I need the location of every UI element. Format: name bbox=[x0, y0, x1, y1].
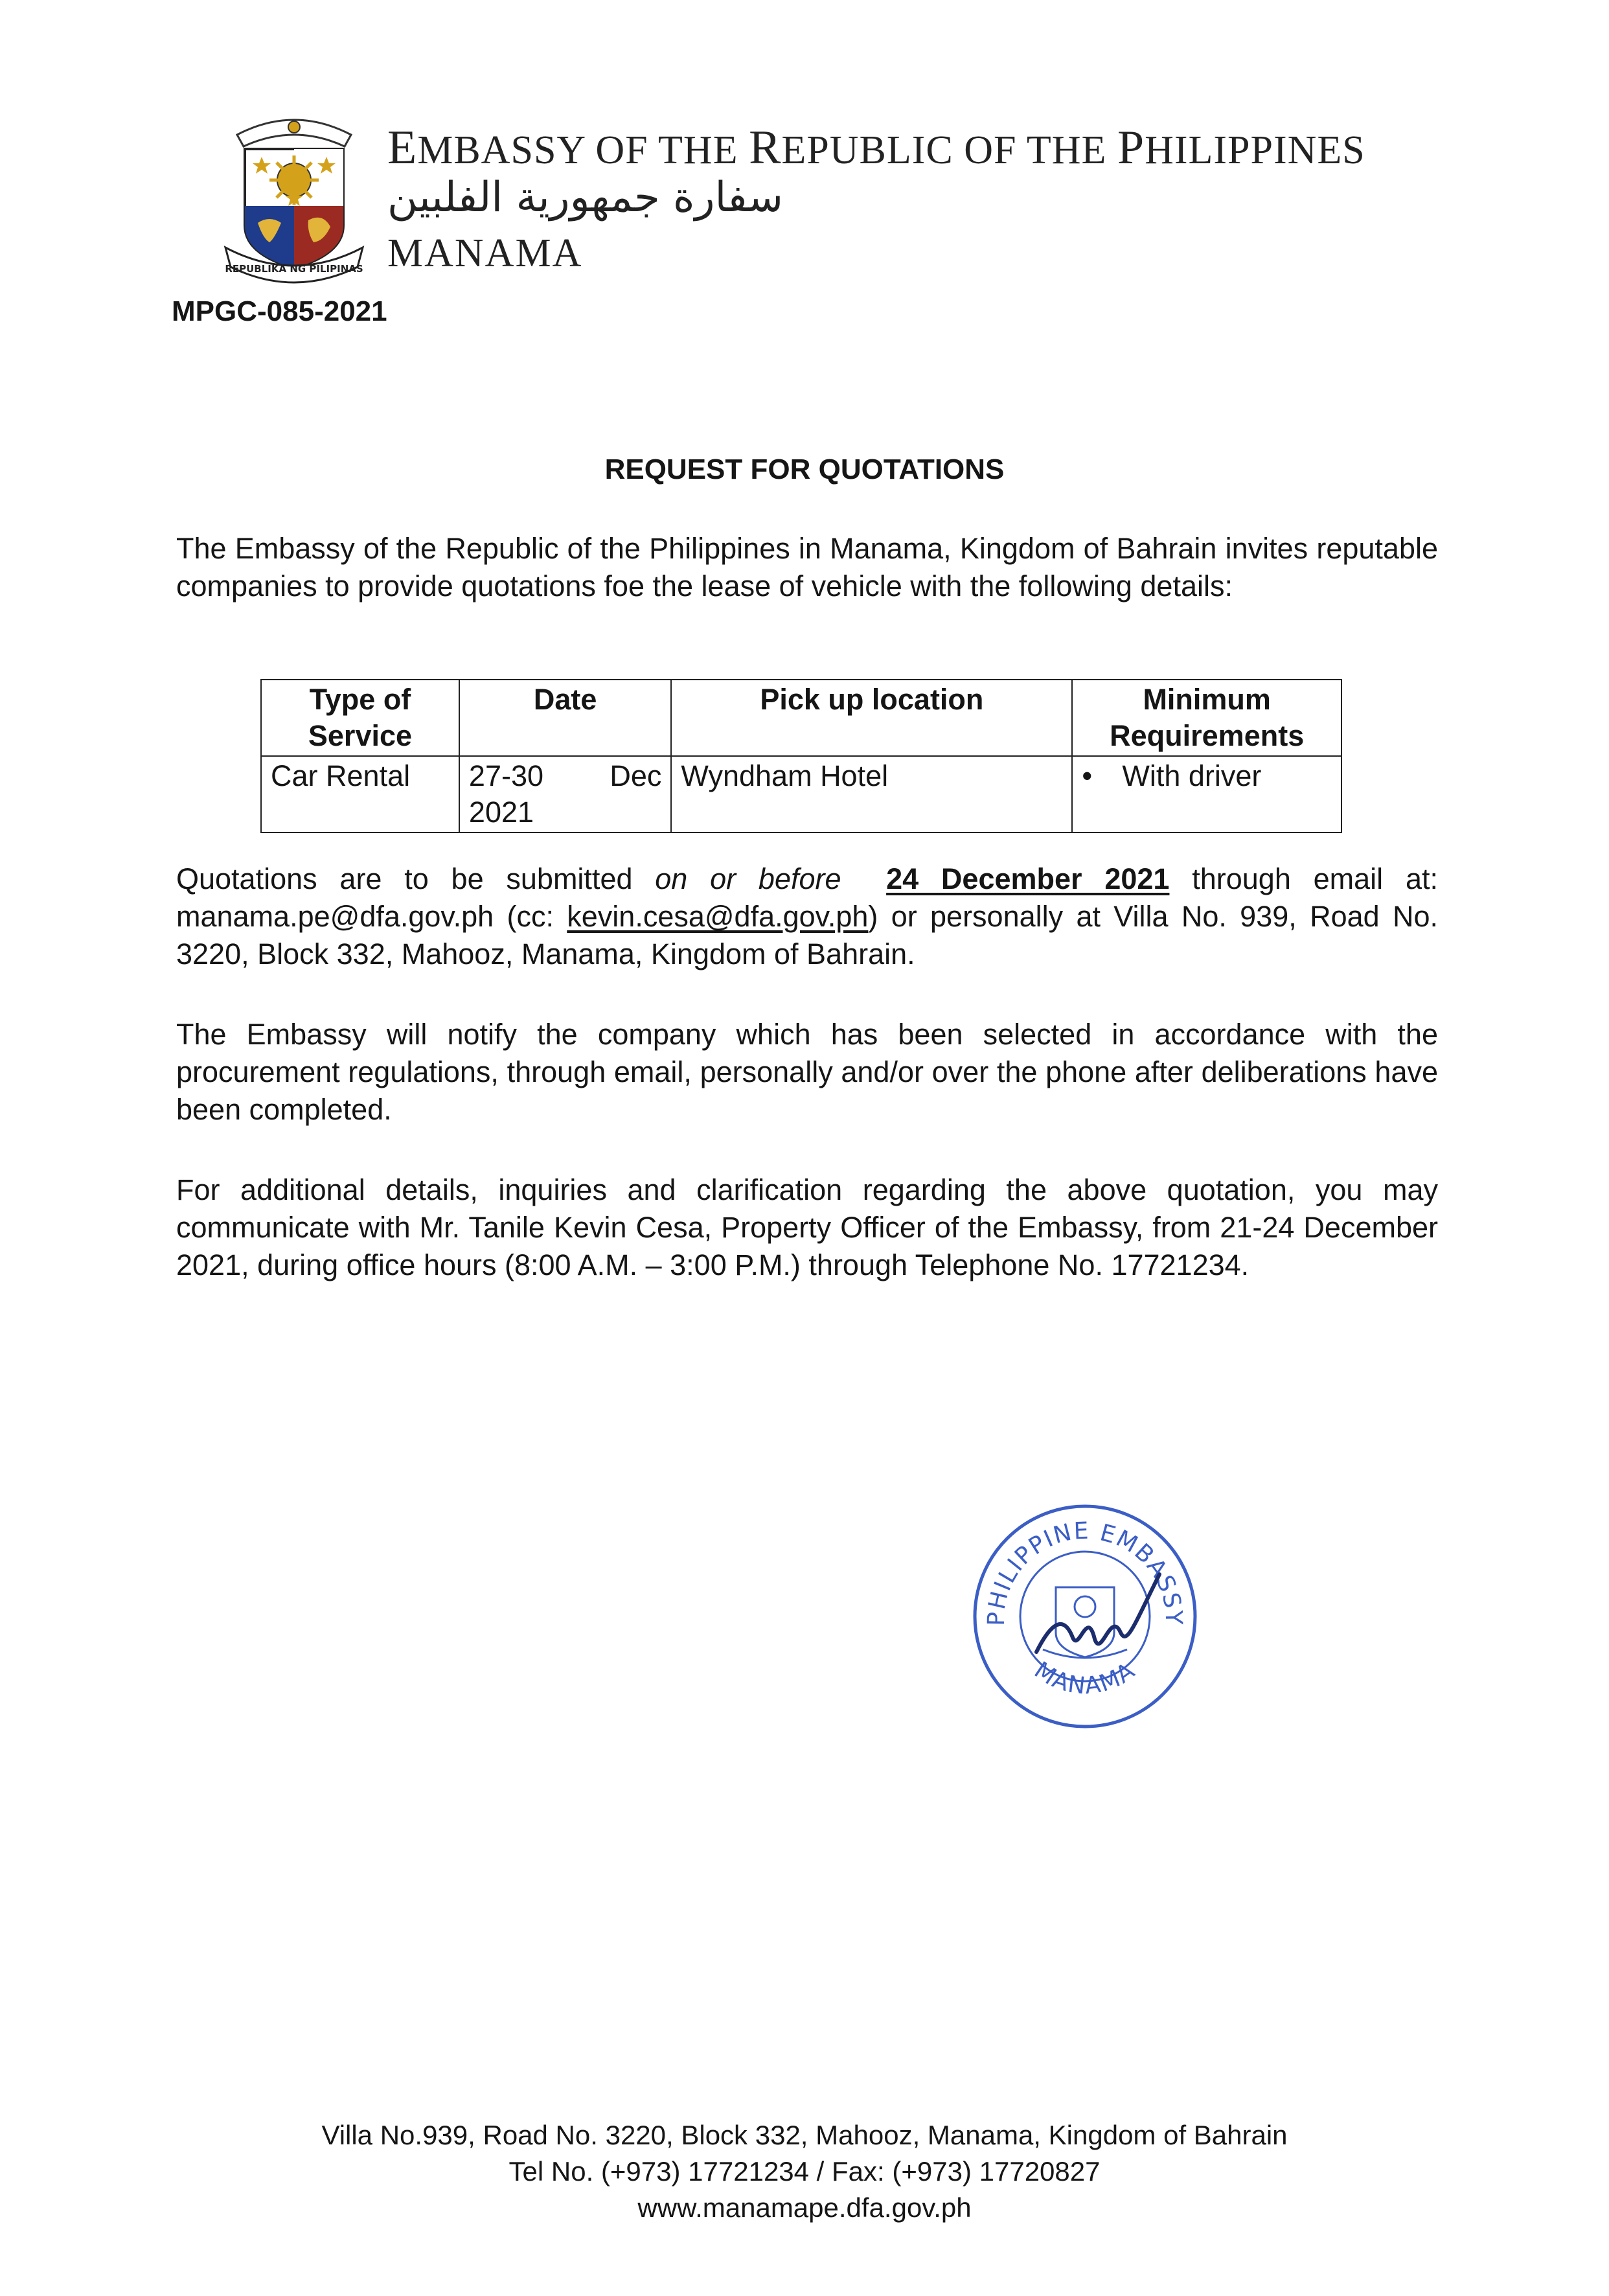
svg-text:REPUBLIKA NG PILIPINAS: REPUBLIKA NG PILIPINAS bbox=[225, 263, 363, 275]
table-header-row bbox=[261, 680, 1341, 756]
bullet-icon: • bbox=[1082, 759, 1093, 792]
header-minimum-requirements: Minimum Requirements bbox=[1072, 680, 1341, 756]
requirement-text: With driver bbox=[1122, 759, 1262, 792]
header-date: Date bbox=[459, 680, 671, 756]
date-year: 2021 bbox=[468, 796, 534, 829]
intro-paragraph: The Embassy of the Republic of the Philippines in Manama, Kingdom of Bahrain invites reputable companies to provide quotations foe the lease of vehicle with the following details: bbox=[176, 532, 1438, 603]
document-title: REQUEST FOR QUOTATIONS bbox=[604, 453, 1005, 485]
cell-minimum-requirements bbox=[1072, 756, 1341, 832]
embassy-name-word-1: EMBASSY OF THE bbox=[387, 121, 749, 174]
submission-paragraph: Quotations are to be submitted on or before 24 December 2021 through email at: manama.pe@dfa.gov.ph (cc: kevin.cesa@dfa.gov.ph) or personally at Villa No. 939, Road No. 3220, Block 332, Mahooz, Manama, Kingdom of Bahrain. bbox=[176, 862, 1438, 970]
cc-email-link[interactable]: kevin.cesa@dfa.gov.ph bbox=[567, 900, 869, 933]
cell-date bbox=[459, 756, 671, 832]
embassy-name-word-3: PHILIPPINES bbox=[1117, 121, 1365, 174]
embassy-stamp-icon bbox=[965, 1497, 1205, 1736]
date-range: 27-30 bbox=[468, 759, 544, 792]
footer-website[interactable]: www.manamape.dfa.gov.ph bbox=[637, 2192, 972, 2223]
header-pickup-location: Pick up location bbox=[671, 680, 1072, 756]
stamp-top-text: PHILIPPINE EMBASSY bbox=[983, 1517, 1187, 1627]
deadline-qualifier: on or before bbox=[655, 862, 841, 895]
philippine-coat-of-arms-icon bbox=[219, 109, 369, 289]
reference-number: MPGC-085-2021 bbox=[172, 295, 387, 327]
cell-type-of-service: Car Rental bbox=[261, 756, 459, 832]
embassy-name-arabic: سفارة جمهورية الفلبين bbox=[387, 174, 783, 222]
embassy-city: MANAMA bbox=[387, 231, 583, 275]
header-type-of-service: Type of Service bbox=[261, 680, 459, 756]
page-footer bbox=[0, 2117, 1609, 2226]
cell-pickup-location: Wyndham Hotel bbox=[671, 756, 1072, 832]
due-date: 24 December 2021 bbox=[886, 862, 1170, 895]
table-row bbox=[261, 756, 1341, 832]
footer-address: Villa No.939, Road No. 3220, Block 332, Mahooz, Manama, Kingdom of Bahrain bbox=[321, 2120, 1288, 2150]
svg-text:MANAMA bbox=[1029, 1657, 1140, 1699]
date-month: Dec bbox=[610, 759, 662, 792]
service-details-table bbox=[260, 679, 1342, 833]
footer-phone: Tel No. (+973) 17721234 / Fax: (+973) 17720827 bbox=[508, 2156, 1101, 2187]
embassy-name-word-2: REPUBLIC OF THE bbox=[749, 121, 1117, 174]
inquiries-paragraph: For additional details, inquiries and clarification regarding the above quotation, you may communicate with Mr. Tanile Kevin Cesa, Property Officer of the Embassy, from 21-24 December 2021, during office hours (8:00 A.M. – 3:00 P.M.) through Telephone No. 17721234. bbox=[176, 1173, 1438, 1281]
notification-paragraph: The Embassy will notify the company which has been selected in accordance with the procurement regulations, through email, personally and/or over the phone after deliberations have been completed. bbox=[176, 1018, 1438, 1126]
embassy-name bbox=[387, 121, 1365, 176]
stamp-bottom-text: MANAMA bbox=[1029, 1657, 1141, 1700]
